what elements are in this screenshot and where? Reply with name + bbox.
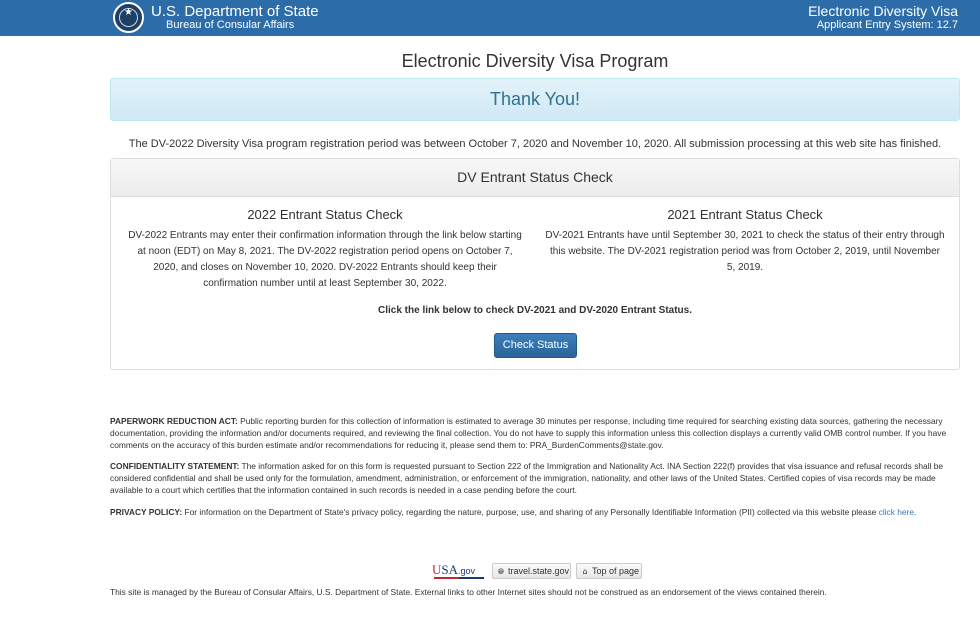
travel-state-gov-link[interactable] xyxy=(492,563,571,579)
usa-gov-logo[interactable]: USA.gov xyxy=(432,562,486,580)
privacy-text: For information on the Department of State's privacy policy, regarding the nature, purpose, use, and sharing of any Personally Identifiable Information (PII) collected via this website please xyxy=(182,507,879,517)
confidentiality-text: The information asked for on this form is requested pursuant to Section 222 of the Immigration and Nationality Act. INA Section 222(f) provides that visa issuance and refusal records shall be considered confidential and shall be used only for the formulation, amendment, administration, or enforcement of the immigration, nationality, and other laws of the United States. Certified copies of visa records may be made available to a court which certifies that the information contained in such records is needed in a case pending before the court. xyxy=(110,461,944,495)
thank-you-alert: Thank You! xyxy=(110,78,960,121)
bureau-subtitle: Bureau of Consular Affairs xyxy=(166,19,295,31)
status-check-2021 xyxy=(545,207,945,276)
globe-icon: 🌐︎ xyxy=(497,567,505,576)
top-of-page-link[interactable] xyxy=(576,563,642,579)
site-header xyxy=(0,0,980,36)
travel-link-label: travel.state.gov xyxy=(508,566,570,576)
paperwork-label: PAPERWORK REDUCTION ACT: xyxy=(110,416,238,426)
state-department-seal-icon[interactable] xyxy=(113,2,144,33)
privacy-label: PRIVACY POLICY: xyxy=(110,507,183,517)
privacy-click-here-link[interactable]: click here xyxy=(878,507,914,517)
status-check-2021-body: DV-2021 Entrants have until September 30, 2021 to check the status of their entry through this website. The DV-2021 registration period was from October 2, 2019, until November 5, 2019. xyxy=(545,230,945,273)
top-link-label: Top of page xyxy=(592,566,640,576)
registration-notice: The DV-2022 Diversity Visa program registration period was between October 7, 2020 and November 10, 2020. All submission processing at this web site has finished. xyxy=(128,138,942,150)
site-managed-disclaimer: This site is managed by the Bureau of Consular Affairs, U.S. Department of State. External links to other Internet sites should not be construed as an endorsement of the views contained therein. xyxy=(110,587,827,597)
seal-eagle-glyph: ★ xyxy=(124,7,133,18)
check-status-button[interactable]: Check Status xyxy=(494,333,577,358)
status-check-2022-title: 2022 Entrant Status Check xyxy=(247,207,403,222)
confidentiality-label: CONFIDENTIALITY STATEMENT: xyxy=(110,461,240,471)
status-check-2022-body: DV-2022 Entrants may enter their confirmation information through the link below starting at noon (EDT) on May 8, 2021. The DV-2022 registration period opens on October 7, 2020, and closes on November 10, 2020. DV-2022 Entrants should keep their confirmation number until at least September 30, 2022. xyxy=(128,230,522,289)
paperwork-reduction-act xyxy=(110,415,963,451)
confidentiality-statement xyxy=(110,460,963,496)
app-version: Applicant Entry System: 12.7 xyxy=(816,19,958,31)
usa-gov-underline xyxy=(434,577,484,579)
app-title: Electronic Diversity Visa xyxy=(808,3,958,19)
home-icon: ⌂ xyxy=(582,567,588,576)
department-title[interactable]: U.S. Department of State xyxy=(151,3,319,20)
panel-heading: DV Entrant Status Check xyxy=(111,159,959,197)
check-status-instruction: Click the link below to check DV-2021 and DV-2020 Entrant Status. xyxy=(378,305,692,316)
privacy-policy xyxy=(110,506,963,518)
page-title: Electronic Diversity Visa Program xyxy=(401,51,669,71)
status-check-panel xyxy=(110,158,960,370)
status-check-2022 xyxy=(125,207,525,292)
paperwork-text: Public reporting burden for this collection of information is estimated to average 30 minutes per response, including time required for searching existing data sources, gathering the necessary documentation, providing the information and/or documents required, and reviewing the final collection. You do not have to supply this information unless this collection displays a currently valid OMB control number. If you have comments on the accuracy of this burden estimate and/or recommendations for reducing it, please send them to: PRA_BurdenComments@state.gov. xyxy=(110,416,947,450)
status-check-2021-title: 2021 Entrant Status Check xyxy=(667,207,823,222)
privacy-end: . xyxy=(914,507,917,517)
